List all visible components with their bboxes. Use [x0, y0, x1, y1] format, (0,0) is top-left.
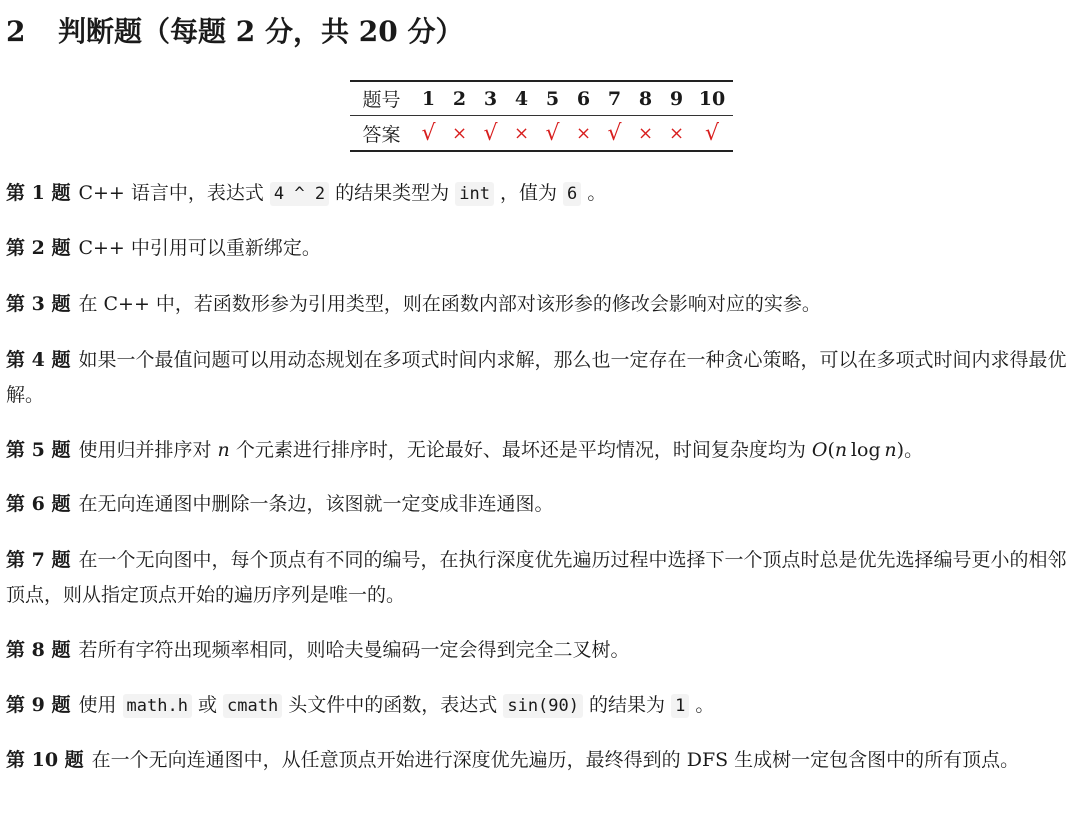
question-7 — [6, 543, 1074, 613]
table-cell-number: 6 — [576, 87, 591, 110]
table-row-numbers — [350, 82, 733, 116]
question-1 — [6, 176, 1074, 212]
question-text: 若所有字符出现频率相同，则哈夫曼编码一定会得到完全二叉树。 — [78, 639, 630, 661]
code-inline: 6 — [563, 182, 581, 206]
section-title: 判断题（每题 2 分，共 20 分） — [58, 15, 464, 48]
question-label: 第 5 题 — [6, 439, 71, 461]
table-cell-number: 4 — [514, 87, 529, 110]
question-text: 在无向连通图中删除一条边，该图就一定变成非连通图。 — [78, 493, 554, 515]
question-text: 的结果为 — [589, 694, 666, 716]
question-text: 的结果类型为 — [335, 182, 450, 204]
math-symbol: n — [884, 439, 897, 461]
question-label: 第 4 题 — [6, 349, 71, 371]
answer-mark: × — [451, 122, 468, 144]
answer-mark: × — [575, 122, 592, 144]
question-label: 第 3 题 — [6, 293, 71, 315]
answer-mark: × — [513, 122, 530, 144]
question-10 — [6, 743, 1074, 778]
question-text: 。 — [695, 694, 715, 716]
question-label: 第 7 题 — [6, 549, 71, 571]
question-label: 第 2 题 — [6, 237, 71, 259]
code-inline: math.h — [123, 694, 192, 718]
answer-mark: √ — [483, 120, 498, 146]
math-symbol: ( — [827, 439, 835, 461]
answer-mark: √ — [545, 120, 560, 146]
math-expression — [812, 439, 904, 461]
table-cell-number: 5 — [545, 87, 560, 110]
question-3 — [6, 287, 1074, 322]
answer-mark: √ — [704, 120, 720, 146]
math-symbol: ) — [896, 439, 905, 461]
answer-table — [350, 80, 733, 152]
question-label: 第 1 题 — [6, 182, 71, 204]
table-cell-number: 10 — [698, 87, 726, 110]
question-8 — [6, 633, 1074, 668]
math-symbol: n — [834, 439, 848, 461]
math-symbol: O — [811, 439, 828, 461]
table-row-answers — [350, 116, 733, 150]
question-9 — [6, 688, 1074, 724]
question-text: C++ 中引用可以重新绑定。 — [78, 237, 321, 259]
code-inline: int — [455, 182, 494, 206]
question-text: 在一个无向图中，每个顶点有不同的编号，在执行深度优先遍历过程中选择下一个顶点时总是优先选择编号更小的相邻顶点，则从指定顶点开始的遍历序列是唯一的。 — [6, 549, 1067, 606]
question-label: 第 10 题 — [6, 749, 84, 771]
question-text: C++ 语言中，表达式 — [78, 182, 264, 204]
answer-mark: √ — [607, 120, 622, 146]
question-text: 头文件中的函数，表达式 — [288, 694, 498, 716]
question-text: 在一个无向连通图中，从任意顶点开始进行深度优先遍历，最终得到的 DFS 生成树一定包含图中的所有顶点。 — [91, 749, 1020, 771]
question-text: 如果一个最值问题可以用动态规划在多项式时间内求解，那么也一定存在一种贪心策略，可以在多项式时间内求得最优解。 — [6, 349, 1067, 406]
question-6 — [6, 487, 1074, 522]
code-inline: 4 ^ 2 — [270, 182, 329, 206]
table-header-answer: 答案 — [362, 123, 401, 146]
section-number: 2 — [6, 15, 26, 48]
answer-mark: × — [668, 122, 685, 144]
section-heading — [6, 10, 463, 54]
code-inline: sin(90) — [503, 694, 583, 718]
table-cell-number: 8 — [638, 87, 653, 110]
table-cell-number: 1 — [421, 87, 436, 110]
question-text: 在 C++ 中，若函数形参为引用类型，则在函数内部对该形参的修改会影响对应的实参。 — [78, 293, 821, 315]
question-text: 。 — [587, 182, 607, 204]
code-inline: 1 — [671, 694, 689, 718]
table-header-question-number: 题号 — [362, 89, 401, 111]
table-cell-number: 9 — [669, 87, 684, 110]
answer-mark: √ — [421, 120, 436, 146]
code-inline: cmath — [223, 694, 282, 718]
question-label: 第 9 题 — [6, 694, 71, 716]
question-text: 使用归并排序对 — [78, 439, 212, 461]
table-cell-number: 3 — [483, 87, 498, 110]
question-text: 或 — [197, 694, 217, 716]
question-5 — [6, 433, 1074, 468]
question-text: 。 — [904, 439, 924, 461]
question-label: 第 8 题 — [6, 639, 71, 661]
question-text: 使用 — [78, 694, 117, 716]
question-2 — [6, 231, 1074, 266]
question-text: 个元素进行排序时，无论最好、最坏还是平均情况，时间复杂度均为 — [235, 439, 806, 461]
table-cell-number: 2 — [452, 87, 467, 110]
table-cell-number: 7 — [607, 87, 622, 110]
question-label: 第 6 题 — [6, 493, 71, 515]
math-symbol: log — [850, 439, 881, 461]
answer-mark: × — [637, 122, 654, 144]
question-text: ，值为 — [499, 182, 557, 204]
question-4 — [6, 343, 1074, 413]
math-variable: n — [217, 439, 230, 461]
